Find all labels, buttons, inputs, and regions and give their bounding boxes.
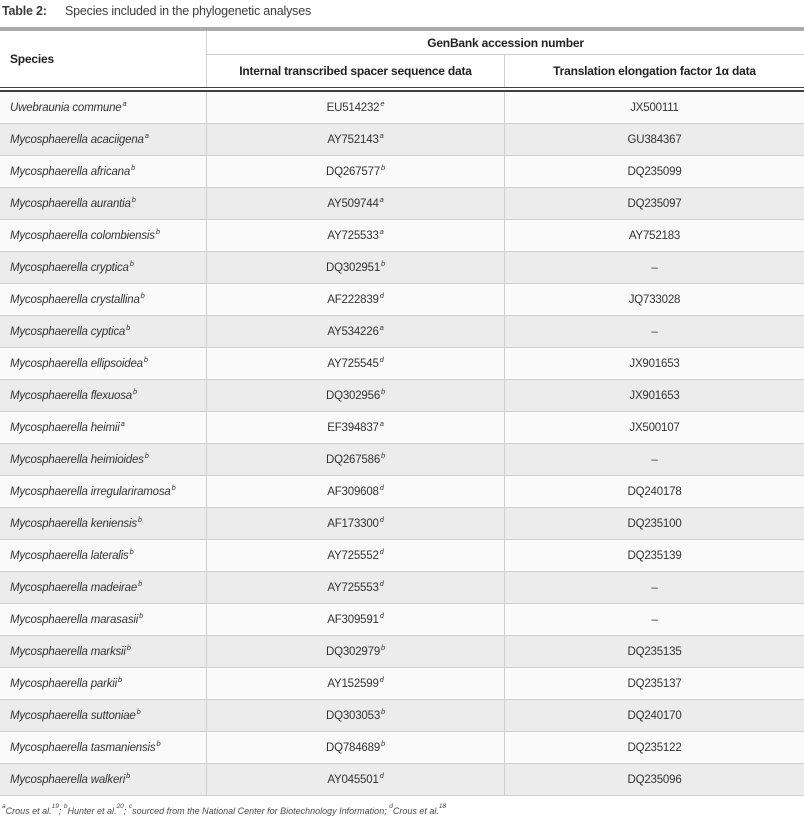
its-accession-cell [207, 444, 505, 475]
its-accession-cell-text: DQ302951 [325, 261, 381, 274]
its-accession-cell-text: AY534226 [327, 325, 379, 338]
its-accession-cell [207, 540, 505, 571]
ef-accession-cell [505, 540, 804, 571]
footnote-marker: b [63, 803, 68, 810]
ef-accession-cell-text: AY752183 [628, 229, 681, 242]
ef-accession-cell-text: DQ235135 [627, 645, 682, 658]
species-cell [0, 284, 207, 315]
species-cell-source-superscript: b [171, 482, 176, 492]
its-accession-cell [207, 732, 505, 763]
its-accession-cell [207, 188, 505, 219]
ef-accession-cell [505, 732, 804, 763]
species-cell-text: Mycosphaerella crystallina [10, 293, 140, 306]
ef-accession-cell-text: – [651, 613, 658, 626]
column-header-ef: Translation elongation factor 1α data [553, 64, 756, 78]
ef-accession-cell [505, 668, 804, 699]
ef-accession-cell-text: JX901653 [629, 357, 680, 370]
its-accession-cell-source-superscript: d [379, 514, 384, 524]
species-cell [0, 124, 207, 155]
its-accession-cell [207, 764, 505, 795]
column-header-species: Species [0, 31, 207, 87]
species-cell-source-superscript: b [118, 674, 122, 684]
ef-accession-cell-text: – [651, 261, 658, 274]
species-cell-text: Mycosphaerella parkii [10, 677, 118, 690]
species-cell-text: Mycosphaerella walkeri [10, 773, 126, 786]
ef-accession-cell [505, 764, 804, 795]
species-cell-source-superscript: b [129, 258, 134, 268]
ef-accession-cell [505, 316, 804, 347]
its-accession-cell-source-superscript: d [379, 578, 384, 588]
ef-accession-cell-text: DQ235137 [627, 677, 682, 690]
ef-accession-cell [505, 476, 804, 507]
its-accession-cell [207, 668, 505, 699]
ef-accession-cell-text: DQ235122 [627, 741, 682, 754]
ef-accession-cell [505, 412, 804, 443]
ef-accession-cell-text: JQ733028 [628, 293, 681, 306]
table-row [0, 764, 804, 796]
its-accession-cell [207, 476, 505, 507]
its-accession-cell-source-superscript: a [379, 322, 384, 332]
species-cell-text: Mycosphaerella keniensis [10, 517, 137, 530]
species-cell-source-superscript: b [126, 642, 131, 652]
species-cell [0, 732, 207, 763]
species-cell-text: Mycosphaerella heimii [10, 421, 120, 434]
ef-accession-cell-text: DQ235100 [627, 517, 682, 530]
species-cell-text: Mycosphaerella madeirae [10, 581, 138, 594]
species-cell [0, 188, 207, 219]
species-cell [0, 444, 207, 475]
its-accession-cell-source-superscript: d [379, 610, 384, 620]
ef-accession-cell-text: – [651, 581, 658, 594]
its-accession-cell [207, 252, 505, 283]
its-accession-cell [207, 572, 505, 603]
species-cell-text: Mycosphaerella cryptica [10, 261, 129, 274]
its-accession-cell [207, 156, 505, 187]
species-cell-source-superscript: b [143, 354, 148, 364]
its-accession-cell-source-superscript: b [381, 162, 385, 172]
species-cell [0, 220, 207, 251]
its-accession-cell-source-superscript: d [379, 290, 384, 300]
species-cell-source-superscript: b [132, 386, 137, 396]
ef-accession-cell-text: DQ235096 [627, 773, 682, 786]
its-accession-cell-text: AF309591 [327, 613, 379, 626]
its-accession-cell-text: DQ784689 [325, 741, 381, 754]
ef-accession-cell-text: DQ235139 [627, 549, 682, 562]
species-cell-source-superscript: b [129, 546, 134, 556]
ef-accession-cell [505, 508, 804, 539]
its-accession-cell-source-superscript: a [379, 194, 384, 204]
its-accession-cell-source-superscript: e [380, 98, 385, 108]
ef-accession-cell [505, 156, 804, 187]
its-accession-cell-text: AY725545 [327, 357, 379, 370]
species-cell-text: Mycosphaerella suttoniae [10, 709, 136, 722]
ef-accession-cell-text: JX901653 [629, 389, 680, 402]
species-cell-source-superscript: b [126, 770, 131, 780]
its-accession-cell-text: AF173300 [327, 517, 379, 530]
species-cell-source-superscript: b [131, 194, 136, 204]
its-accession-cell [207, 348, 505, 379]
its-accession-cell-source-superscript: d [379, 354, 384, 364]
its-accession-cell-source-superscript: b [381, 258, 385, 268]
table-row [0, 284, 804, 316]
genbank-subheaders [207, 55, 804, 87]
table-row [0, 636, 804, 668]
ef-accession-cell-text: DQ240178 [627, 485, 682, 498]
species-cell-text: Mycosphaerella tasmaniensis [10, 741, 156, 754]
its-accession-cell [207, 604, 505, 635]
table-row [0, 604, 804, 636]
species-cell-text: Uwebraunia commune [10, 101, 122, 114]
ef-accession-cell [505, 252, 804, 283]
its-accession-cell-text: DQ267577 [325, 165, 381, 178]
footnote-marker: a [2, 803, 6, 810]
table-row [0, 188, 804, 220]
table-row [0, 316, 804, 348]
species-cell-text: Mycosphaerella acaciigena [10, 133, 144, 146]
ef-accession-cell [505, 572, 804, 603]
its-accession-cell-source-superscript: a [379, 226, 384, 236]
its-accession-cell-text: DQ267586 [325, 453, 381, 466]
species-cell-text: Mycosphaerella heimioides [10, 453, 144, 466]
species-cell-text: Mycosphaerella colombiensis [10, 229, 155, 242]
its-accession-cell [207, 124, 505, 155]
column-header-genbank: GenBank accession number [207, 31, 804, 55]
its-accession-cell [207, 700, 505, 731]
table-row [0, 92, 804, 124]
its-accession-cell [207, 380, 505, 411]
footnote-reference-number: 19 [51, 803, 59, 810]
species-cell-source-superscript: b [126, 322, 131, 332]
table-row [0, 156, 804, 188]
its-accession-cell [207, 636, 505, 667]
its-accession-cell-text: EU514232 [326, 101, 380, 114]
table-row [0, 476, 804, 508]
its-accession-cell-text: EF394837 [327, 421, 379, 434]
footnote-marker: d [389, 803, 393, 810]
species-cell-source-superscript: b [138, 578, 143, 588]
species-cell [0, 316, 207, 347]
species-cell-text: Mycosphaerella irregulariramosa [10, 485, 171, 498]
species-cell [0, 700, 207, 731]
table-row [0, 252, 804, 284]
table-row [0, 732, 804, 764]
ef-accession-cell [505, 380, 804, 411]
table-caption [0, 0, 804, 27]
its-accession-cell-source-superscript: d [379, 546, 384, 556]
ef-accession-cell [505, 284, 804, 315]
its-accession-cell-source-superscript: d [379, 482, 384, 492]
species-cell [0, 412, 207, 443]
table-row [0, 412, 804, 444]
table-body [0, 92, 804, 796]
species-cell-source-superscript: b [144, 450, 149, 460]
its-accession-cell-text: AF222839 [327, 293, 379, 306]
its-accession-cell-source-superscript: d [379, 674, 384, 684]
data-table [0, 27, 804, 796]
ef-accession-cell-text: – [651, 453, 658, 466]
species-cell-source-superscript: b [136, 706, 141, 716]
its-accession-cell [207, 508, 505, 539]
table-row [0, 124, 804, 156]
ef-accession-cell [505, 604, 804, 635]
its-accession-cell-source-superscript: d [379, 770, 384, 780]
table-row [0, 444, 804, 476]
ef-accession-cell-text: DQ235099 [627, 165, 682, 178]
species-cell-source-superscript: b [139, 610, 144, 620]
its-accession-cell-source-superscript: b [381, 450, 385, 460]
ef-accession-cell-text: DQ235097 [627, 197, 682, 210]
species-cell-source-superscript: b [156, 738, 161, 748]
species-cell-text: Mycosphaerella marksii [10, 645, 126, 658]
species-cell [0, 668, 207, 699]
its-accession-cell-text: AY045501 [327, 773, 379, 786]
its-accession-cell-text: AY725552 [327, 549, 379, 562]
species-cell [0, 604, 207, 635]
table-row [0, 380, 804, 412]
ef-accession-cell-text: – [651, 325, 658, 338]
column-header-its: Internal transcribed spacer sequence data [207, 55, 505, 87]
table-row [0, 700, 804, 732]
species-cell-text: Mycosphaerella marasasii [10, 613, 139, 626]
species-cell-source-superscript: a [120, 418, 125, 428]
footnote: $^a$Crous et al.$^{19}$; $^b$Hunter et al.$^{20}$; $^c$sourced from the National Center for Biotechnology Information; $^d$Crous et al.$^{18}$ [2, 803, 447, 816]
its-accession-cell [207, 316, 505, 347]
table-header [0, 31, 804, 87]
its-accession-cell-text: AY752143 [327, 133, 379, 146]
species-cell-source-superscript: b [137, 514, 142, 524]
species-cell [0, 252, 207, 283]
table-number: Table 2: [2, 4, 47, 18]
ef-accession-cell-text: GU384367 [627, 133, 682, 146]
species-cell [0, 92, 207, 123]
footnote-reference-number: 18 [438, 803, 447, 810]
ef-accession-cell-text: JX500111 [630, 101, 679, 114]
table-row [0, 348, 804, 380]
species-cell [0, 380, 207, 411]
ef-accession-cell [505, 700, 804, 731]
genbank-header-group [207, 31, 804, 87]
its-accession-cell [207, 284, 505, 315]
ef-accession-cell [505, 444, 804, 475]
species-cell-source-superscript: b [131, 162, 136, 172]
its-accession-cell-text: AY152599 [327, 677, 379, 690]
species-cell-text: Mycosphaerella flexuosa [10, 389, 132, 402]
species-cell [0, 636, 207, 667]
ef-accession-cell [505, 124, 804, 155]
its-accession-cell-source-superscript: a [379, 130, 384, 140]
ef-accession-cell [505, 636, 804, 667]
table-row [0, 540, 804, 572]
ef-accession-cell [505, 348, 804, 379]
table-row [0, 508, 804, 540]
species-cell-source-superscript: b [140, 290, 145, 300]
ef-accession-cell-text: DQ240170 [627, 709, 682, 722]
its-accession-cell-source-superscript: b [381, 642, 385, 652]
species-cell [0, 348, 207, 379]
species-cell-text: Mycosphaerella africana [10, 165, 131, 178]
footnote-reference-number: 20 [116, 803, 124, 810]
its-accession-cell-text: AY725533 [327, 229, 379, 242]
species-cell-source-superscript: a [144, 130, 149, 140]
its-accession-cell-text: AY509744 [327, 197, 379, 210]
its-accession-cell [207, 220, 505, 251]
species-cell-text: Mycosphaerella cyptica [10, 325, 126, 338]
its-accession-cell [207, 412, 505, 443]
table-caption-text: Species included in the phylogenetic analyses [65, 4, 312, 18]
ef-accession-cell [505, 220, 804, 251]
its-accession-cell-text: AY725553 [327, 581, 379, 594]
table-row [0, 572, 804, 604]
ef-accession-cell [505, 188, 804, 219]
species-cell [0, 476, 207, 507]
species-cell-text: Mycosphaerella lateralis [10, 549, 129, 562]
species-cell-text: Mycosphaerella ellipsoidea [10, 357, 143, 370]
footnote-marker: c [128, 803, 133, 810]
table-row [0, 668, 804, 700]
species-cell-source-superscript: b [155, 226, 160, 236]
species-cell [0, 764, 207, 795]
ef-accession-cell [505, 92, 804, 123]
species-cell [0, 508, 207, 539]
its-accession-cell-text: DQ303053 [325, 709, 381, 722]
species-cell [0, 156, 207, 187]
species-cell [0, 572, 207, 603]
species-cell [0, 540, 207, 571]
its-accession-cell-text: DQ302979 [325, 645, 381, 658]
its-accession-cell [207, 92, 505, 123]
species-cell-text: Mycosphaerella aurantia [10, 197, 131, 210]
table-row [0, 220, 804, 252]
its-accession-cell-source-superscript: b [381, 738, 385, 748]
its-accession-cell-source-superscript: b [381, 386, 385, 396]
species-cell-source-superscript: a [122, 98, 127, 108]
its-accession-cell-source-superscript: a [379, 418, 384, 428]
its-accession-cell-text: AF309608 [327, 485, 379, 498]
its-accession-cell-text: DQ302956 [325, 389, 381, 402]
its-accession-cell-source-superscript: b [381, 706, 385, 716]
ef-accession-cell-text: JX500107 [629, 421, 680, 434]
